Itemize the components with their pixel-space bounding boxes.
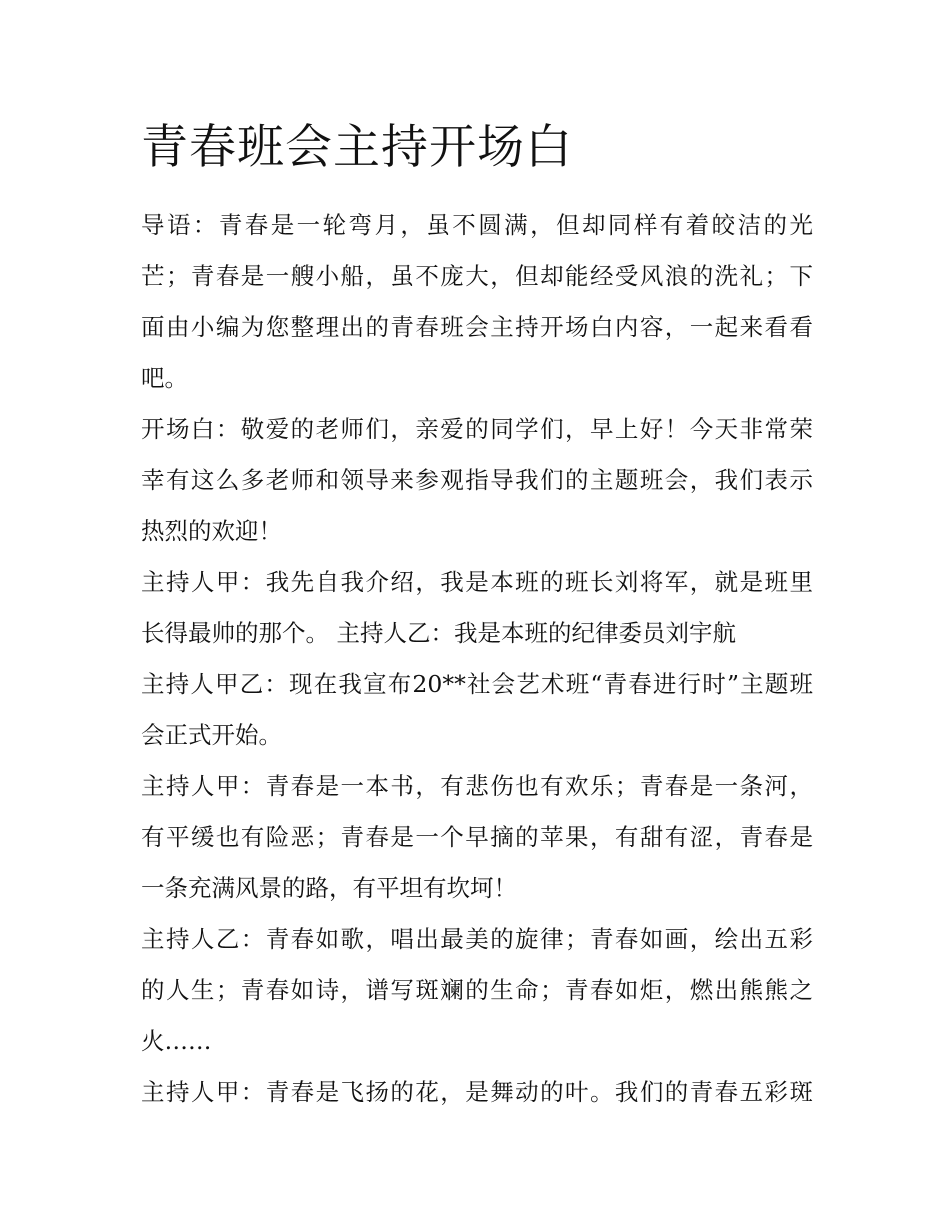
document-page xyxy=(141,116,813,1118)
document-title: 青春班会主持开场白 xyxy=(141,120,573,175)
paragraph-host-a-2 xyxy=(141,1067,813,1118)
text-line: 的人生；青春如诗，谱写斑斓的生命；青春如炬，燃出熊熊之 xyxy=(141,976,813,1004)
paragraph-opening xyxy=(141,404,813,557)
text-line: 吧。 xyxy=(141,364,188,392)
paragraph-host-a-1 xyxy=(141,761,813,914)
text-line: 长得最帅的那个。 主持人乙：我是本班的纪律委员刘宇航 xyxy=(141,619,736,647)
paragraph-intro xyxy=(141,200,813,404)
text-line: 主持人甲乙：现在我宣布20**社会艺术班“青春进行时”主题班 xyxy=(141,670,813,698)
paragraph-host-b-1 xyxy=(141,914,813,1067)
text-line: 幸有这么多老师和领导来参观指导我们的主题班会，我们表示 xyxy=(141,466,813,494)
text-line: 一条充满风景的路，有平坦有坎坷！ xyxy=(141,874,517,902)
text-line: 面由小编为您整理出的青春班会主持开场白内容，一起来看看 xyxy=(141,313,813,341)
paragraph-host-intro xyxy=(141,557,813,659)
text-line: 主持人甲：青春是飞扬的花，是舞动的叶。我们的青春五彩斑 xyxy=(141,1078,813,1106)
text-line: 火…… xyxy=(141,1027,212,1055)
text-line: 热烈的欢迎！ xyxy=(141,517,282,545)
text-line: 芒；青春是一艘小船，虽不庞大，但却能经受风浪的洗礼；下 xyxy=(141,262,813,290)
text-line: 会正式开始。 xyxy=(141,721,282,749)
text-line: 导语：青春是一轮弯月，虽不圆满，但却同样有着皎洁的光 xyxy=(141,211,813,239)
text-line: 主持人甲：青春是一本书，有悲伤也有欢乐；青春是一条河， xyxy=(141,772,813,800)
text-line: 主持人甲：我先自我介绍，我是本班的班长刘将军，就是班里 xyxy=(141,568,813,596)
paragraph-announcement xyxy=(141,659,813,761)
text-line: 开场白：敬爱的老师们，亲爱的同学们，早上好！今天非常荣 xyxy=(141,415,813,443)
text-line: 有平缓也有险恶；青春是一个早摘的苹果，有甜有涩，青春是 xyxy=(141,823,813,851)
text-line: 主持人乙：青春如歌，唱出最美的旋律；青春如画，绘出五彩 xyxy=(141,925,813,953)
